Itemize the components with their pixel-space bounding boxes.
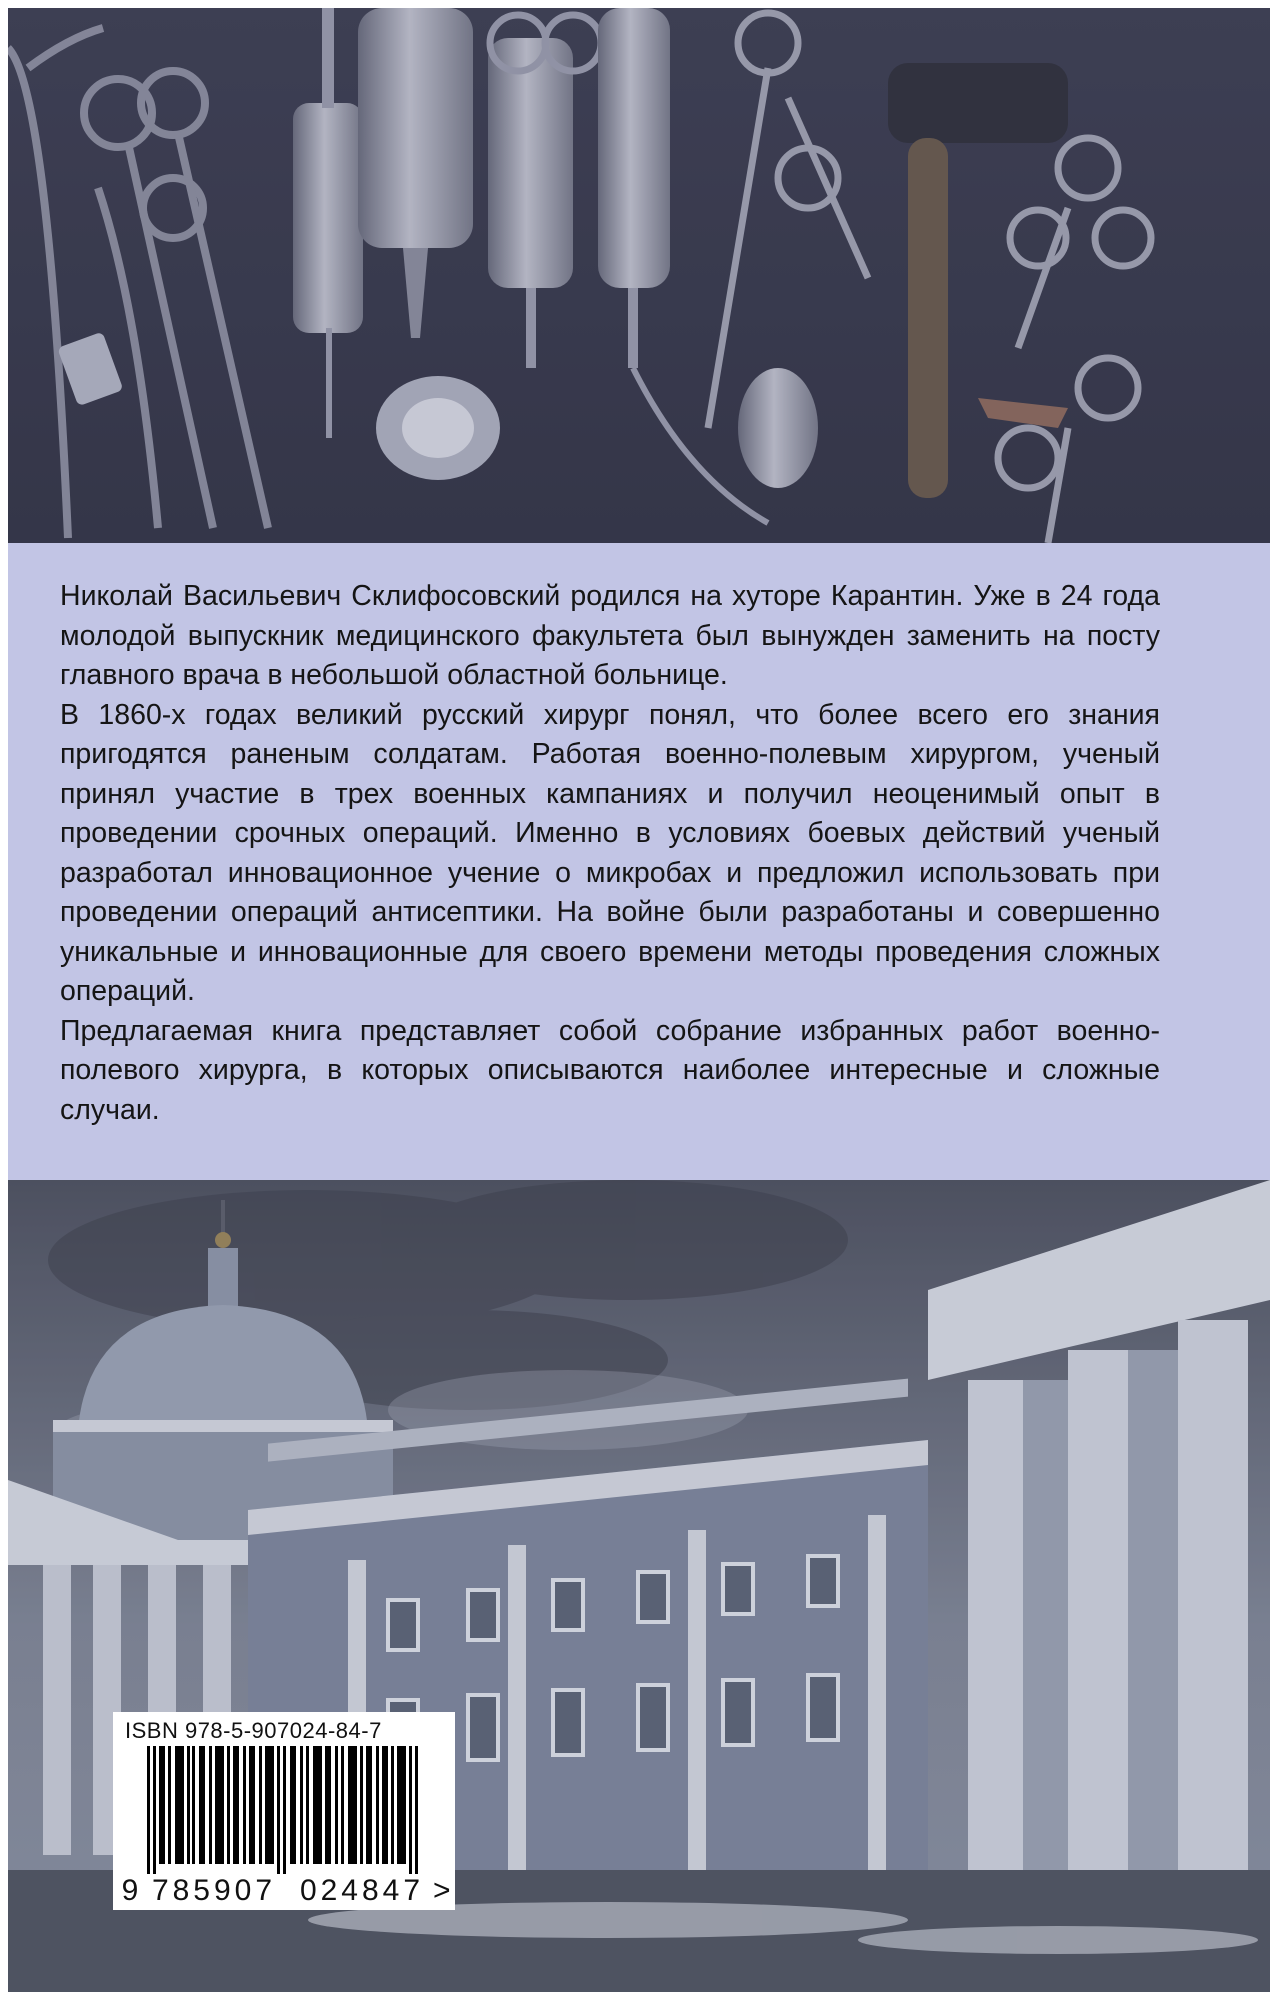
description-paragraph-1: Николай Васильевич Склифосовский родился на хуторе Карантин. Уже в 24 года молодой выпускник медицинского факультета был вынужден заменить на посту главного врача в небольшой областной больнице. [60, 580, 1160, 691]
ean-left-group: 785907 [151, 1874, 277, 1907]
surgical-instruments-icon [8, 8, 1270, 543]
ean-first-digit: 9 [121, 1874, 139, 1907]
isbn-label: ISBN 978-5-907024-84-7 [125, 1718, 382, 1743]
description-panel [8, 543, 1270, 1180]
isbn-barcode-box [113, 1712, 455, 1910]
description-paragraph-3: Предлагаемая книга представляет собой собрание избранных работ военно-полевого хирурга, в которых описываются наиболее интересные и сложные случаи. [60, 1014, 1160, 1126]
ean-right-group: 024847 [299, 1874, 425, 1907]
ean-quiet-zone-mark: > [433, 1874, 451, 1907]
description-paragraph-2: В 1860-х годах великий русский хирург понял, что более всего его знания пригодятся раненым солдатам. Работая военно-полевым хирургом, ученый принял участие в трех военных кампаниях и получил неоценимый опыт в проведении срочных операций. Именно в условиях боевых действий ученый разработал инновационное учение о микробах и предложил использовать при проведении операций антисептики. На войне были разработаны и совершенно уникальные и инновационные для своего времени методы проведения сложных операций. [60, 698, 1160, 1007]
ean-digits [115, 1874, 453, 1908]
description-text [60, 577, 1160, 1130]
surgical-instruments-photo [8, 8, 1270, 543]
barcode-icon [125, 1746, 441, 1874]
